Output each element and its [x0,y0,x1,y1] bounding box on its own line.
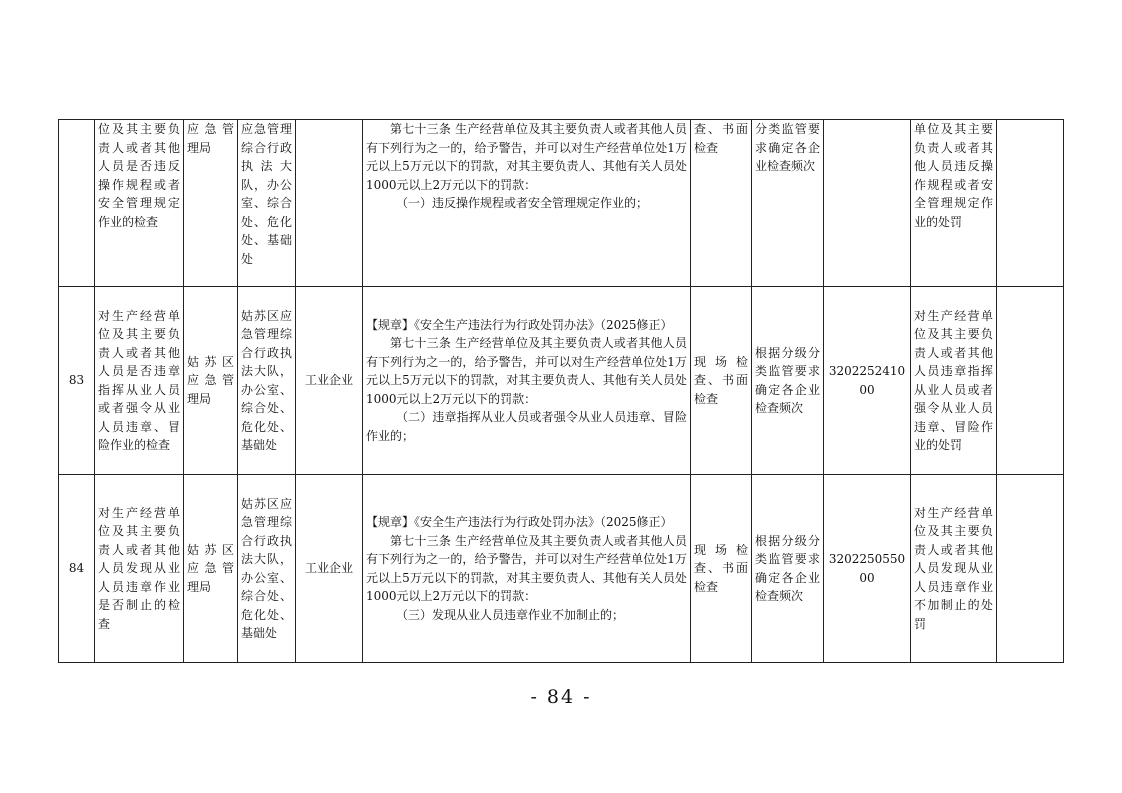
basis-item: （二）违章指挥从业人员或者强令从业人员违章、冒险作业的； [366,410,687,443]
remark [997,287,1064,475]
row-number [59,120,95,287]
inspection-item: 位及其主要负责人或者其他人员是否违反操作规程或者安全管理规定作业的检查 [95,120,184,287]
table-row [59,287,1064,475]
row-number: 83 [59,287,95,475]
inspection-subject: 姑苏区应急管理局 [184,287,238,475]
inspection-object: 工业企业 [296,287,363,475]
remark [997,475,1064,663]
inspection-frequency: 根据分级分类监管要求确定各企业检查频次 [752,287,824,475]
page-number: - 84 - [530,686,592,708]
related-penalty: 单位及其主要负责人或者其他人员违反操作规程或者安全管理规定作业的处罚 [911,120,997,287]
inspection-table [58,119,1064,663]
executing-department: 姑苏区应急管理综合行政执法大队，办公室、综合处、危化处、基础处 [238,287,296,475]
inspection-frequency: 分类监管要求确定各企业检查频次 [752,120,824,287]
item-code [824,120,911,287]
table-row [59,475,1064,663]
inspection-basis [363,475,691,663]
remark [997,120,1064,287]
inspection-object [296,120,363,287]
basis-heading: 【规章】《安全生产违法行为行政处罚办法》（2025修正） [366,515,673,529]
item-code: 320225055000 [824,475,911,663]
basis-item: （三）发现从业人员违章作业不加制止的； [396,607,625,622]
inspection-method: 查、书面检查 [691,120,752,287]
inspection-method: 现场检查、书面检查 [691,475,752,663]
basis-article: 第七十三条 生产经营单位及其主要负责人或者其他人员有下列行为之一的，给予警告，并可以对生产经营单位处1万元以上5万元以下的罚款，对其主要负责人、其他有关人员处1000元以上2万元以下的罚款： [366,533,687,603]
inspection-item: 对生产经营单位及其主要负责人或者其他人员是否违章指挥从业人员或者强令从业人员违章、冒险作业的检查 [95,287,184,475]
inspection-subject: 姑苏区应急管理局 [184,475,238,663]
inspection-subject: 应急管理局 [184,120,238,287]
basis-heading: 【规章】《安全生产违法行为行政处罚办法》（2025修正） [366,317,673,332]
executing-department: 应急管理综合行政执法大队，办公室、综合处、危化处、基础处 [238,120,296,287]
related-penalty: 对生产经营单位及其主要负责人或者其他人员发现从业人员违章作业不加制止的处罚 [911,475,997,663]
related-penalty: 对生产经营单位及其主要负责人或者其他人员违章指挥从业人员或者强令从业人员违章、冒险作业的处罚 [911,287,997,475]
inspection-frequency: 根据分级分类监管要求确定各企业检查频次 [752,475,824,663]
row-number: 84 [59,475,95,663]
basis-article: 第七十三条 生产经营单位及其主要负责人或者其他人员有下列行为之一的，给予警告，并可以对生产经营单位处1万元以上5万元以下的罚款，对其主要负责人、其他有关人员处1000元以上2万元以下的罚款： [366,122,687,192]
inspection-basis [363,120,691,287]
basis-item: （一）违反操作规程或者安全管理规定作业的； [396,196,649,210]
inspection-object: 工业企业 [296,475,363,663]
table-row [59,120,1064,287]
executing-department: 姑苏区应急管理综合行政执法大队，办公室、综合处、危化处、基础处 [238,475,296,663]
inspection-method: 现场检查、书面检查 [691,287,752,475]
item-code: 320225241000 [824,287,911,475]
basis-article: 第七十三条 生产经营单位及其主要负责人或者其他人员有下列行为之一的，给予警告，并可以对生产经营单位处1万元以上5万元以下的罚款，对其主要负责人、其他有关人员处1000元以上2万元以下的罚款： [366,336,687,406]
inspection-item: 对生产经营单位及其主要负责人或者其他人员发现从业人员违章作业是否制止的检查 [95,475,184,663]
inspection-basis [363,287,691,475]
